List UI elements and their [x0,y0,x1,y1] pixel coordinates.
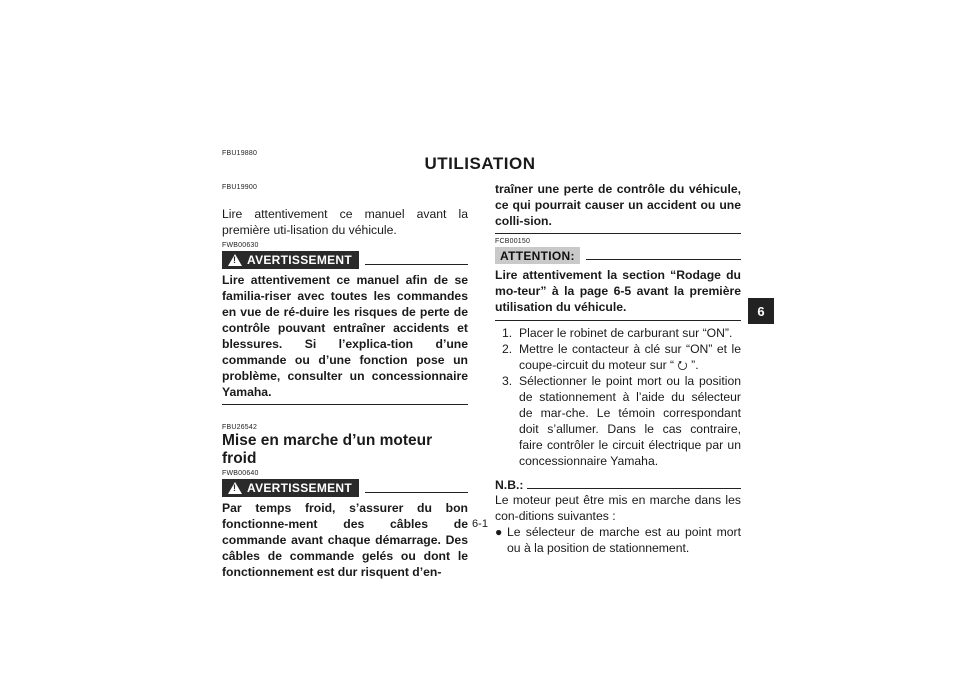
warning-badge [222,251,359,269]
warning-code: FWB00630 [222,242,259,249]
bullet-icon: ● [495,525,503,539]
note-label: N.B.: [495,478,524,492]
list-item: ● Le sélecteur de marche est au point mort ou à la position de stationnement. [495,525,741,555]
chapter-tab: 6 [748,298,774,324]
divider [365,264,468,265]
warning-text-continued: traîner une perte de contrôle du véhicule, ce qui pourrait causer un accident ou une colli-sion. [495,182,741,228]
warning-code: FWB00640 [222,470,259,477]
section-code: FBU19880 [222,150,258,157]
warning-label: AVERTISSEMENT [247,253,353,267]
divider [527,488,741,489]
attention-badge: ATTENTION: [495,247,580,264]
warning-header [222,251,468,269]
intro-code: FBU19900 [222,184,258,191]
note-text: Le moteur peut être mis en marche dans les con-ditions suivantes : [495,493,741,523]
page-number: 6-1 [472,518,488,530]
divider [586,259,741,260]
list-item: 3. Sélectionner le point mort ou la position de stationnement à l’aide du sélecteur de mar-che. Le témoin correspondant doit s’allumer. Dans le cas contraire, faire contrôler le circuit électrique par un concessionnaire Yamaha. [502,374,741,468]
warning-text: Lire attentivement ce manuel afin de se familia-riser avec toutes les commandes en vue de ré-duire les risques de perte de contrôle pouvant entraîner accidents et blessures. Si l’explica-tion d’une commande ou d’une fonction pose un problème, consulter un concessionnaire Yamaha. [222,273,468,399]
attention-header [495,247,741,264]
note-header [495,478,741,492]
attention-text: Lire attentivement la section “Rodage du mo-teur” à la page 6-5 avant la première utilisation du véhicule. [495,268,741,314]
section-code: FBU26542 [222,424,258,431]
warning-icon [228,482,242,494]
warning-text: Par temps froid, s’assurer du bon fonctionne-ment des câbles de commande avant chaque démarrage. Des câbles de commande gelés ou dont le fonctionnement est dur risquent d’en- [222,501,468,579]
warning-badge [222,479,359,497]
intro-paragraph: Lire attentivement ce manuel avant la première uti-lisation du véhicule. [222,207,468,237]
list-item: 1. Placer le robinet de carburant sur “ON”. [502,326,733,340]
divider [222,404,468,405]
steps-list [495,325,741,469]
divider [495,320,741,321]
attention-code: FCB00150 [495,238,531,245]
page-title: UTILISATION [424,154,536,173]
divider [495,233,741,234]
section-heading: Mise en marche d’un moteur froid [222,432,433,467]
warning-label: AVERTISSEMENT [247,481,353,495]
right-column [495,181,741,556]
divider [365,492,468,493]
list-item: 2. Mettre le contacteur à clé sur “ON” et le coupe-circuit du moteur sur “ ⭮ ”. [502,342,741,372]
warning-header [222,479,468,497]
warning-icon [228,254,242,266]
